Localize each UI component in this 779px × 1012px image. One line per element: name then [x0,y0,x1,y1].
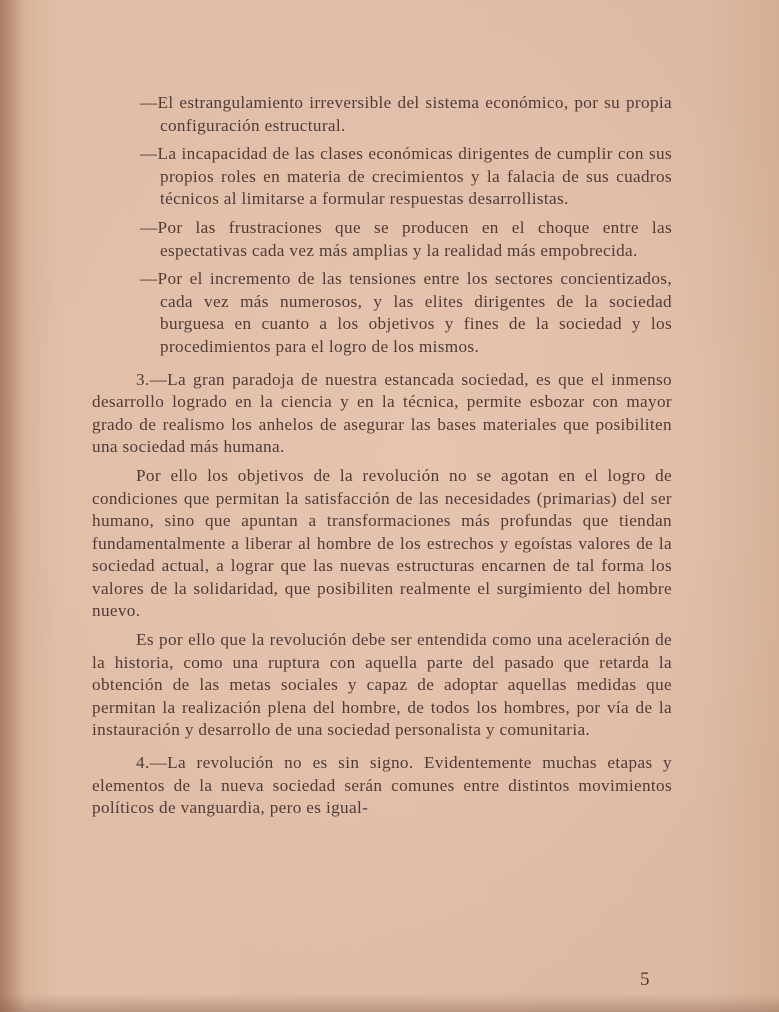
page-number: 5 [640,969,650,990]
list-item: —El estrangulamiento irreversible del sistema económico, por su propia configuración estructural. [140,93,672,135]
paragraph: Por ello los objetivos de la revolución no se agotan en el logro de condiciones que permitan la satisfacción de las necesidades (primarias) del ser humano, sino que apuntan a transformaciones más profundas que tiendan fundamentalmente a liberar al hombre de los estrechos y egoístas valores de la sociedad actual, a lograr que las nuevas estructuras encarnen de tal forma los valores de la solidaridad, que posibiliten realmente el surgimiento del hombre nuevo. [92,465,672,621]
paragraph-4: 4.—La revolución no es sin signo. Evidentemente muchas etapas y elementos de la nueva sociedad serán comunes entre distintos movimientos políticos de vanguardia, pero es igual- [92,753,672,818]
paragraph: Es por ello que la revolución debe ser entendida como una aceleración de la historia, como una ruptura con aquella parte del pasado que retarda la obtención de las metas sociales y capaz de adoptar aquellas medidas que permitan la realización plena del hombre, de todos los hombres, por vía de la instauración y desarrollo de una sociedad personalista y comunitaria. [92,630,672,740]
page-text [92,92,672,828]
list-item: —La incapacidad de las clases económicas dirigentes de cumplir con sus propios roles en materia de crecimientos y la falacia de sus cuadros técnicos al limitarse a formular respuestas desarrollistas. [140,144,672,209]
list-item: —Por las frustraciones que se producen en el choque entre las espectativas cada vez más amplias y la realidad más empobrecida. [140,217,672,260]
paragraph-3: 3.—La gran paradoja de nuestra estancada sociedad, es que el inmenso desarrollo logrado en la ciencia y en la técnica, permite esbozar con mayor grado de realismo los anhelos de asegurar las bases materiales que posibiliten una sociedad más humana. [92,369,672,457]
list-item: —Por el incremento de las tensiones entre los sectores concientizados, cada vez más numerosos, y las elites dirigentes de la sociedad burguesa en cuanto a los objetivos y fines de la sociedad y los procedimientos para el logro de los mismos. [140,269,672,356]
page-bottom-edge [0,994,779,1012]
spine-shadow [0,0,26,1012]
